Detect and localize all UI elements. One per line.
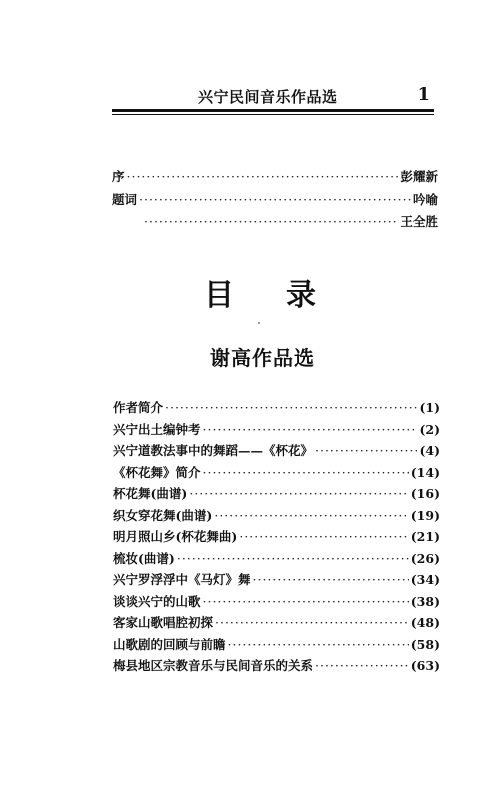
toc-entry bbox=[113, 440, 440, 462]
toc-entry-title: 织女穿花舞(曲谱) bbox=[113, 507, 213, 523]
header-rule-thin bbox=[112, 114, 434, 115]
toc-entry-title: 兴宁出土编钟考 bbox=[113, 421, 201, 437]
toc-entry-title: 兴宁道教法事中的舞蹈——《杯花》 bbox=[113, 443, 314, 458]
header-rule-thick bbox=[112, 109, 434, 112]
toc-entry bbox=[113, 548, 440, 570]
dot-leader bbox=[144, 211, 398, 234]
toc-entry-page: (4) bbox=[419, 443, 440, 458]
toc-entry bbox=[113, 634, 440, 656]
toc-entry-page: (58) bbox=[410, 636, 440, 652]
dot-leader bbox=[203, 462, 409, 484]
front-matter-entry bbox=[112, 166, 438, 189]
page-number: 1 bbox=[417, 84, 430, 105]
dot-leader bbox=[203, 591, 409, 613]
toc-entry bbox=[113, 612, 440, 634]
dot-leader bbox=[228, 634, 409, 656]
toc-entry-title: 梳妆(曲谱) bbox=[113, 550, 175, 566]
book-title: 兴宁民间音乐作品选 bbox=[198, 88, 338, 106]
dot-leader bbox=[127, 166, 399, 189]
toc-entry-page: (14) bbox=[410, 464, 440, 480]
toc-entry bbox=[113, 462, 440, 484]
front-matter-entry bbox=[112, 211, 438, 234]
front-matter-entry bbox=[112, 189, 438, 212]
entry-title: 题词 bbox=[112, 191, 138, 207]
toc-entry-title: 兴宁罗浮浮中《马灯》舞 bbox=[113, 572, 251, 587]
toc-entry-page: (2) bbox=[419, 421, 440, 437]
contents-heading: 目录 bbox=[204, 278, 368, 313]
dot-leader bbox=[239, 526, 408, 548]
front-matter-list bbox=[112, 166, 438, 234]
toc-entry-title: 作者简介 bbox=[113, 400, 164, 415]
dot-leader bbox=[214, 505, 408, 527]
toc-entry-page: (26) bbox=[410, 550, 440, 566]
toc-entry bbox=[113, 505, 440, 527]
entry-title: 序 bbox=[112, 169, 125, 184]
dot-leader bbox=[177, 548, 409, 570]
toc-entry-page: (48) bbox=[410, 615, 440, 630]
toc-entry-page: (16) bbox=[410, 486, 440, 501]
dot-leader bbox=[315, 655, 409, 677]
toc-entry bbox=[113, 591, 440, 613]
toc-entry-title: 《杯花舞》简介 bbox=[113, 464, 201, 480]
toc-entry-title: 客家山歌唱腔初探 bbox=[113, 615, 214, 630]
toc-entry-page: (34) bbox=[410, 572, 440, 587]
dot-leader bbox=[139, 189, 411, 212]
toc-entry bbox=[113, 569, 440, 591]
entry-author: 彭耀新 bbox=[400, 169, 438, 184]
running-header bbox=[112, 84, 434, 112]
toc-entry-title: 杯花舞(曲谱) bbox=[113, 486, 188, 501]
toc-entry-title: 谈谈兴宁的山歌 bbox=[113, 593, 201, 609]
toc-entry bbox=[113, 419, 440, 441]
toc-entry bbox=[113, 397, 440, 419]
entry-author: 吟喻 bbox=[412, 191, 438, 207]
scan-speck bbox=[258, 322, 260, 324]
dot-leader bbox=[215, 612, 409, 634]
toc-entry bbox=[113, 483, 440, 505]
entry-author: 王全胜 bbox=[400, 214, 438, 229]
dot-leader bbox=[165, 397, 417, 419]
toc-entry-title: 山歌剧的回顾与前瞻 bbox=[113, 636, 226, 652]
toc-entry bbox=[113, 655, 440, 677]
toc-entry-page: (21) bbox=[410, 529, 440, 544]
toc-entry bbox=[113, 526, 440, 548]
toc-entry-page: (63) bbox=[410, 658, 440, 673]
toc-entry-title: 梅县地区宗教音乐与民间音乐的关系 bbox=[113, 658, 314, 673]
section-heading: 谢高作品选 bbox=[210, 346, 315, 370]
toc-list bbox=[113, 397, 440, 677]
toc-entry-page: (1) bbox=[419, 400, 440, 415]
toc-entry-title: 明月照山乡(杯花舞曲) bbox=[113, 529, 238, 544]
toc-entry-page: (38) bbox=[410, 593, 440, 609]
toc-entry-page: (19) bbox=[410, 507, 440, 523]
dot-leader bbox=[315, 440, 417, 462]
dot-leader bbox=[203, 419, 418, 441]
dot-leader bbox=[189, 483, 408, 505]
dot-leader bbox=[253, 569, 409, 591]
